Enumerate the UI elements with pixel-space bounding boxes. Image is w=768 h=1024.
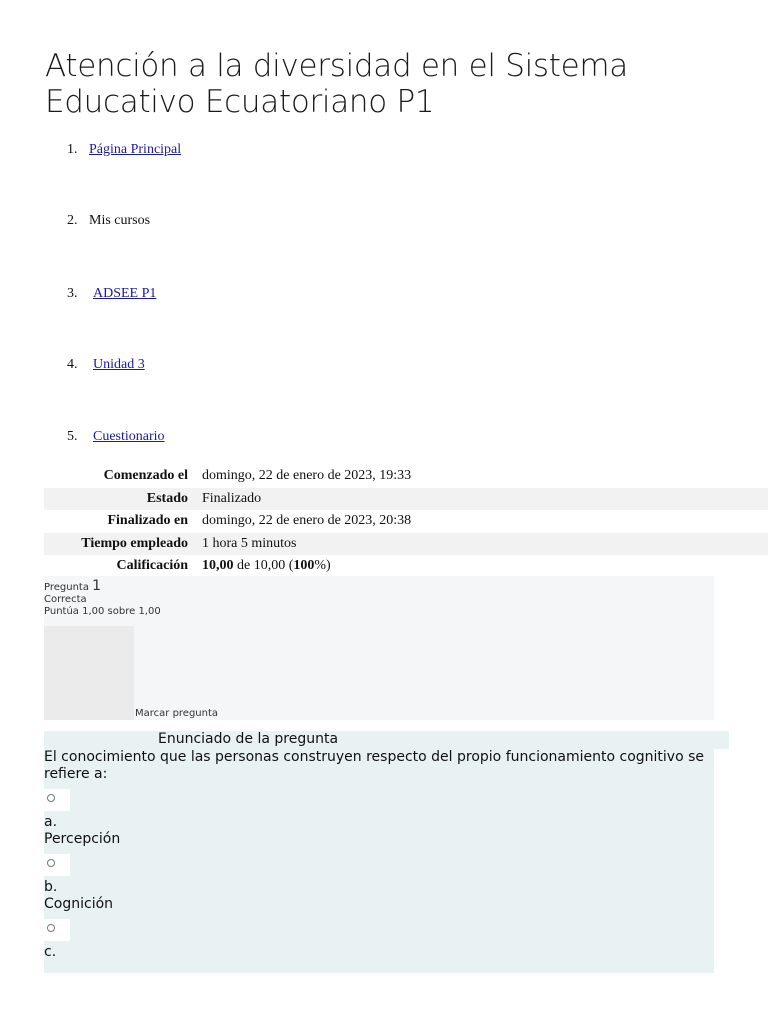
grade-percent: 100	[293, 558, 315, 574]
summary-value	[202, 558, 331, 574]
question-text: El conocimiento que las personas construyen respecto del propio funcionamiento cognitivo se refiere a:	[44, 749, 704, 782]
flag-area	[44, 626, 134, 720]
question-points: Puntúa 1,00 sobre 1,00	[44, 606, 161, 617]
option-c-radio[interactable]	[44, 919, 70, 941]
option-a-text: Percepción	[44, 831, 121, 847]
summary-label: Estado	[146, 490, 188, 506]
radio-circle-icon	[47, 924, 55, 932]
question-prefix: Pregunta	[44, 582, 93, 593]
summary-value: 1 hora 5 minutos	[202, 535, 297, 551]
summary-label: Comenzado el	[103, 468, 188, 484]
breadcrumb-item-quiz	[67, 429, 165, 445]
summary-value: domingo, 22 de enero de 2023, 19:33	[202, 468, 412, 484]
page-title-line-1: Atención a la diversidad en el Sistema	[45, 48, 628, 84]
breadcrumb-number: 3.	[67, 286, 78, 301]
quiz-summary-table	[44, 465, 768, 578]
question-number-value: 1	[92, 578, 102, 594]
breadcrumb-number: 1.	[67, 142, 78, 157]
question-statement-label: Enunciado de la pregunta	[158, 731, 339, 747]
option-a-letter: a.	[44, 814, 58, 830]
breadcrumb-link-quiz[interactable]: Cuestionario	[93, 429, 165, 444]
breadcrumb-number: 2.	[67, 213, 78, 228]
summary-row-time	[44, 533, 768, 556]
breadcrumb-link-unit[interactable]: Unidad 3	[93, 357, 145, 372]
option-b-radio[interactable]	[44, 854, 70, 876]
option-c-letter: c.	[44, 944, 57, 960]
grade-of-text: de 10,00 (	[233, 558, 294, 574]
summary-row-state	[44, 488, 768, 511]
breadcrumb-item-course	[67, 286, 156, 302]
radio-circle-icon	[47, 859, 55, 867]
summary-row-grade	[44, 555, 768, 578]
grade-percent-suffix: %)	[314, 558, 331, 574]
question-statement-header	[44, 731, 729, 749]
breadcrumb-item-home	[67, 142, 181, 158]
question-state: Correcta	[44, 594, 87, 605]
page-title-line-2: Educativo Ecuatoriano P1	[45, 84, 435, 120]
breadcrumb-item-unit	[67, 357, 145, 373]
breadcrumb-link-course[interactable]: ADSEE P1	[93, 286, 157, 301]
question-number	[44, 576, 714, 594]
breadcrumb-number: 5.	[67, 429, 78, 444]
summary-value: Finalizado	[202, 490, 262, 506]
grade-score: 10,00	[202, 558, 234, 574]
option-b-letter: b.	[44, 879, 58, 895]
question-info-panel	[44, 576, 714, 720]
breadcrumb-item-my-courses	[67, 213, 150, 229]
summary-label: Finalizado en	[107, 513, 188, 529]
option-a-radio[interactable]	[44, 789, 70, 811]
question-content	[44, 749, 714, 973]
breadcrumb-link-home[interactable]: Página Principal	[89, 142, 182, 157]
summary-value: domingo, 22 de enero de 2023, 20:38	[202, 513, 412, 529]
summary-row-started	[44, 465, 768, 488]
page-title	[45, 48, 745, 120]
summary-row-finished	[44, 510, 768, 533]
option-b-text: Cognición	[44, 896, 114, 912]
flag-question-link[interactable]: Marcar pregunta	[135, 708, 219, 719]
breadcrumb-number: 4.	[67, 357, 78, 372]
radio-circle-icon	[47, 794, 55, 802]
summary-label: Tiempo empleado	[81, 535, 188, 551]
summary-label: Calificación	[116, 558, 188, 574]
breadcrumb-label-my-courses: Mis cursos	[89, 213, 151, 228]
